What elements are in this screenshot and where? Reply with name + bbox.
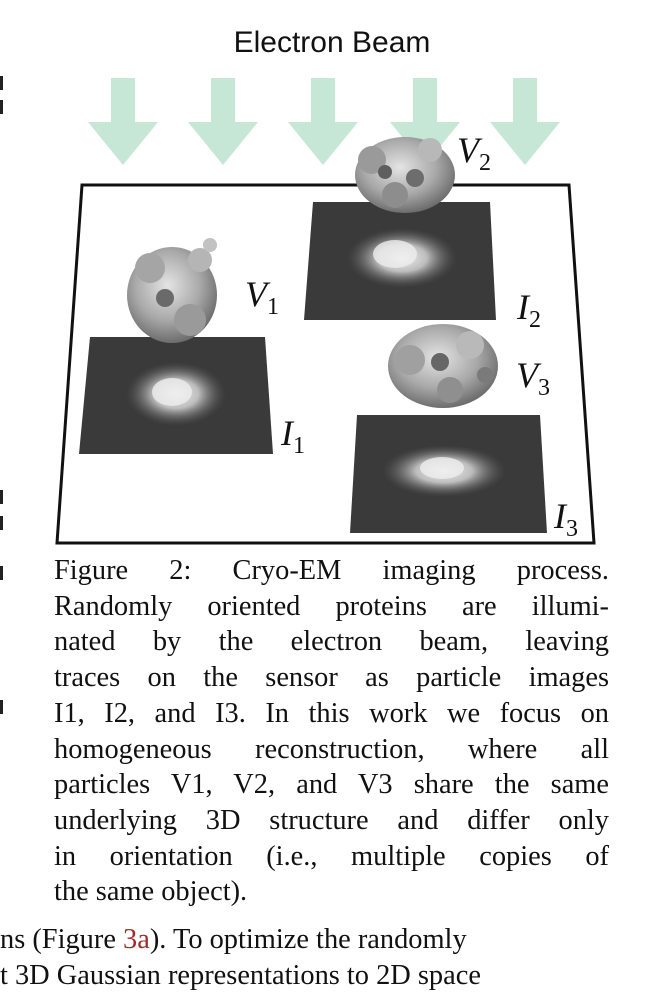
protein-v2 (355, 137, 455, 213)
body-text-line (0, 924, 664, 956)
caption-line: underlying 3D structure and differ only (54, 804, 609, 836)
protein-v3 (388, 324, 498, 408)
label-v2: $V_2$ (457, 130, 491, 176)
figure-caption (54, 553, 609, 910)
margin-mark (0, 516, 3, 530)
beam-arrow-1 (88, 78, 158, 165)
label-v3: $V_3$ (516, 355, 550, 401)
margin-mark (0, 76, 3, 90)
caption-line: traces on the sensor as particle images (54, 662, 609, 694)
label-i1: $I_1$ (281, 413, 305, 459)
caption-line: homogeneous reconstruction, where all (54, 733, 609, 765)
particle-image-2 (304, 202, 496, 320)
caption-line: nated by the electron beam, leaving (54, 626, 609, 658)
caption-line: Randomly oriented proteins are illumi- (54, 590, 609, 622)
label-i3: $I_3$ (554, 496, 578, 542)
particle-image-3 (350, 415, 547, 533)
electron-beam-title: Electron Beam (233, 26, 431, 59)
label-v1: $V_1$ (245, 274, 279, 320)
beam-arrow-3 (288, 78, 358, 165)
caption-line: the same object). (54, 876, 248, 908)
caption-line: particles V1, V2, and V3 share the same (54, 769, 609, 801)
margin-mark (0, 100, 3, 114)
body-text: ). To optimize the randomly (149, 924, 467, 955)
caption-line: Figure 2: Cryo-EM imaging process. (54, 555, 609, 586)
label-i2: $I_2$ (517, 287, 541, 333)
beam-arrow-2 (188, 78, 258, 165)
figure-reference-link[interactable]: 3a (123, 924, 150, 955)
protein-v1 (127, 238, 217, 343)
body-text: ns (Figure (0, 924, 124, 955)
caption-line: in orientation (i.e., multiple copies of (54, 840, 609, 872)
beam-arrow-5 (490, 78, 560, 165)
particle-image-1 (79, 337, 273, 454)
margin-mark (0, 566, 3, 580)
margin-mark (0, 490, 3, 504)
caption-line: I1, I2, and I3. In this work we focus on (54, 697, 609, 729)
body-text-line: t 3D Gaussian representations to 2D space (0, 960, 481, 991)
margin-mark (0, 700, 3, 714)
